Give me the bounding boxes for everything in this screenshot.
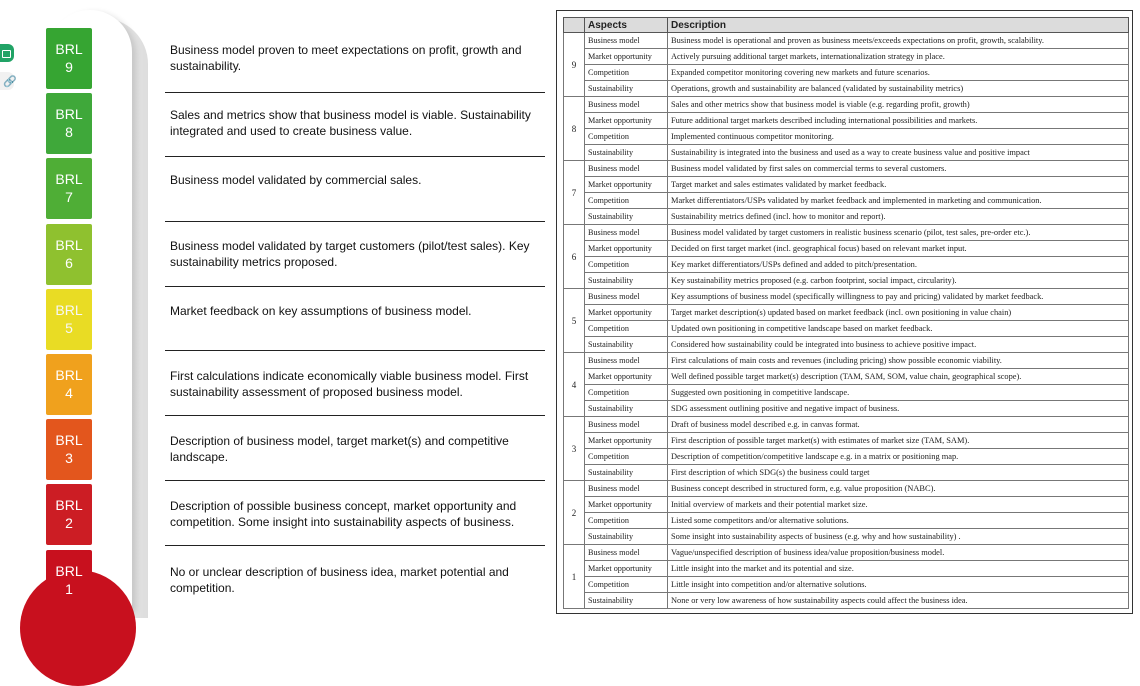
table-row	[564, 225, 1129, 241]
aspect-cell: Market opportunity	[585, 241, 668, 257]
summary-divider	[165, 545, 545, 546]
brl-label: BRL	[55, 41, 83, 57]
table-row	[564, 145, 1129, 161]
description-cell: Market differentiators/USPs validated by market feedback and implemented in marketing and communication.	[668, 193, 1129, 209]
level-cell: 2	[564, 481, 585, 545]
aspect-cell: Sustainability	[585, 529, 668, 545]
brl-level-1	[46, 550, 92, 611]
brl-number: 5	[65, 319, 73, 336]
table-row	[564, 289, 1129, 305]
description-cell: Business model validated by first sales on commercial terms to several customers.	[668, 161, 1129, 177]
description-cell: Little insight into competition and/or alternative solutions.	[668, 577, 1129, 593]
description-cell: Business model is operational and proven as business meets/exceeds expectations on profit, growth, scalability.	[668, 33, 1129, 49]
table-row	[564, 97, 1129, 113]
lock-icon[interactable]	[0, 44, 14, 62]
table-row	[564, 545, 1129, 561]
aspect-cell: Competition	[585, 513, 668, 529]
brl-level-6	[46, 224, 92, 285]
description-cell: Well defined possible target market(s) description (TAM, SAM, SOM, value chain, geographical scope).	[668, 369, 1129, 385]
table-row	[564, 369, 1129, 385]
aspect-cell: Business model	[585, 417, 668, 433]
brl-summary-9: Business model proven to meet expectations on profit, growth and sustainability.	[170, 43, 522, 73]
table-row	[564, 209, 1129, 225]
description-cell: Operations, growth and sustainability are balanced (validated by sustainability metrics)	[668, 81, 1129, 97]
brl-level-2	[46, 484, 92, 545]
brl-level-7	[46, 158, 92, 219]
brl-label: BRL	[55, 171, 83, 188]
aspect-cell: Market opportunity	[585, 497, 668, 513]
table-row	[564, 513, 1129, 529]
brl-level-9	[46, 28, 92, 89]
description-cell: First calculations of main costs and revenues (including pricing) show possible economic viability.	[668, 353, 1129, 369]
table-row	[564, 81, 1129, 97]
summary-divider	[165, 480, 545, 481]
level-cell: 6	[564, 225, 585, 289]
aspect-cell: Market opportunity	[585, 113, 668, 129]
brl-label: BRL	[55, 106, 83, 123]
brl-level-4	[46, 354, 92, 415]
table-row	[564, 417, 1129, 433]
brl-detail-table	[563, 17, 1129, 609]
level-cell: 4	[564, 353, 585, 417]
description-cell: Vague/unspecified description of business idea/value proposition/business model.	[668, 545, 1129, 561]
level-cell: 1	[564, 545, 585, 609]
description-cell: Description of competition/competitive landscape e.g. in a matrix or positioning map.	[668, 449, 1129, 465]
brl-level-5	[46, 289, 92, 350]
aspect-cell: Business model	[585, 289, 668, 305]
brl-summary-7: Business model validated by commercial sales.	[170, 173, 422, 188]
brl-label: BRL	[55, 497, 83, 514]
table-row	[564, 481, 1129, 497]
brl-number: 8	[65, 124, 73, 141]
brl-number: 2	[65, 515, 73, 532]
table-row	[564, 385, 1129, 401]
brl-summary-6: Business model validated by target customers (pilot/test sales). Key sustainability metrics proposed.	[170, 238, 530, 269]
aspect-cell: Competition	[585, 385, 668, 401]
header-aspects: Aspects	[585, 18, 668, 33]
description-cell: Key sustainability metrics proposed (e.g. carbon footprint, social impact, circularity).	[668, 273, 1129, 289]
table-row	[564, 593, 1129, 609]
description-cell: Considered how sustainability could be integrated into business to achieve positive impact.	[668, 337, 1129, 353]
description-cell: Implemented continuous competitor monitoring.	[668, 129, 1129, 145]
aspect-cell: Business model	[585, 97, 668, 113]
aspect-cell: Business model	[585, 545, 668, 561]
brl-label: BRL	[55, 301, 83, 318]
description-cell: Key market differentiators/USPs defined and added to pitch/presentation.	[668, 257, 1129, 273]
aspect-cell: Competition	[585, 449, 668, 465]
table-body	[564, 33, 1129, 609]
summary-divider	[165, 350, 545, 351]
summary-divider	[165, 415, 545, 416]
description-cell: Sustainability metrics defined (incl. how to monitor and report).	[668, 209, 1129, 225]
table-row	[564, 49, 1129, 65]
aspect-cell: Sustainability	[585, 209, 668, 225]
description-cell: Little insight into the market and its potential and size.	[668, 561, 1129, 577]
table-row	[564, 497, 1129, 513]
aspect-cell: Market opportunity	[585, 49, 668, 65]
table-row	[564, 529, 1129, 545]
description-cell: Target market and sales estimates validated by market feedback.	[668, 177, 1129, 193]
table-row	[564, 577, 1129, 593]
brl-level-8	[46, 93, 92, 154]
table-row	[564, 561, 1129, 577]
brl-summary-8: Sales and metrics show that business model is viable. Sustainability integrated and used to create business value.	[170, 108, 531, 139]
table-row	[564, 113, 1129, 129]
table-row	[564, 401, 1129, 417]
description-cell: Key assumptions of business model (specifically willingness to pay and pricing) validated by market feedback.	[668, 289, 1129, 305]
brl-number: 4	[65, 385, 73, 401]
table-row	[564, 161, 1129, 177]
table-row	[564, 337, 1129, 353]
description-cell: Initial overview of markets and their potential market size.	[668, 497, 1129, 513]
table-header-row	[564, 18, 1129, 33]
description-cell: Some insight into sustainability aspects of business (e.g. why and how sustainability) .	[668, 529, 1129, 545]
brl-summary-4: First calculations indicate economically viable business model. First sustainability assessment of proposed business model.	[170, 369, 529, 399]
description-cell: None or very low awareness of how sustainability aspects could affect the business idea.	[668, 593, 1129, 609]
brl-number: 3	[65, 450, 73, 467]
brl-label: BRL	[55, 367, 83, 383]
aspect-cell: Sustainability	[585, 273, 668, 289]
table-row	[564, 449, 1129, 465]
level-cell: 9	[564, 33, 585, 97]
description-cell: Sustainability is integrated into the business and used as a way to create business value and positive impact	[668, 145, 1129, 161]
description-cell: Future additional target markets described including international possibilities and markets.	[668, 113, 1129, 129]
table-row	[564, 193, 1129, 209]
aspect-cell: Business model	[585, 481, 668, 497]
description-cell: Listed some competitors and/or alternative solutions.	[668, 513, 1129, 529]
level-cell: 7	[564, 161, 585, 225]
side-toolbar	[0, 40, 16, 94]
description-cell: Business model validated by target customers in realistic business scenario (pilot, test sales, pre-order etc.).	[668, 225, 1129, 241]
description-cell: Sales and other metrics show that business model is viable (e.g. regarding profit, growth)	[668, 97, 1129, 113]
table-row	[564, 257, 1129, 273]
description-cell: First description of possible target market(s) with estimates of market size (TAM, SAM).	[668, 433, 1129, 449]
aspect-cell: Competition	[585, 65, 668, 81]
table-row	[564, 241, 1129, 257]
aspect-cell: Competition	[585, 321, 668, 337]
aspect-cell: Sustainability	[585, 81, 668, 97]
aspect-cell: Sustainability	[585, 593, 668, 609]
summary-divider	[165, 221, 545, 222]
aspect-cell: Competition	[585, 577, 668, 593]
description-cell: Actively pursuing additional target markets, internationalization strategy in place.	[668, 49, 1129, 65]
level-cell: 3	[564, 417, 585, 481]
table-row	[564, 273, 1129, 289]
table-row	[564, 65, 1129, 81]
aspect-cell: Market opportunity	[585, 177, 668, 193]
brl-summary-2: Description of possible business concept, market opportunity and competition. Some insight into sustainability aspects of business.	[170, 499, 517, 530]
header-description: Description	[668, 18, 1129, 33]
aspect-cell: Market opportunity	[585, 433, 668, 449]
brl-summary-5: Market feedback on key assumptions of business model.	[170, 303, 472, 318]
aspect-cell: Competition	[585, 257, 668, 273]
table-row	[564, 305, 1129, 321]
aspect-cell: Business model	[585, 225, 668, 241]
aspect-cell: Sustainability	[585, 465, 668, 481]
table-row	[564, 465, 1129, 481]
level-cell: 8	[564, 97, 585, 161]
aspect-cell: Sustainability	[585, 401, 668, 417]
brl-level-3	[46, 419, 92, 480]
description-cell: Suggested own positioning in competitive landscape.	[668, 385, 1129, 401]
description-cell: Decided on first target market (incl. geographical focus) based on relevant market input.	[668, 241, 1129, 257]
aspect-cell: Sustainability	[585, 337, 668, 353]
aspect-cell: Competition	[585, 193, 668, 209]
description-cell: First description of which SDG(s) the business could target	[668, 465, 1129, 481]
aspect-cell: Business model	[585, 161, 668, 177]
table-row	[564, 33, 1129, 49]
description-cell: Expanded competitor monitoring covering new markets and future scenarios.	[668, 65, 1129, 81]
brl-number: 9	[65, 59, 73, 75]
aspect-cell: Competition	[585, 129, 668, 145]
aspect-cell: Sustainability	[585, 145, 668, 161]
level-cell: 5	[564, 289, 585, 353]
description-cell: Business concept described in structured form, e.g. value proposition (NABC).	[668, 481, 1129, 497]
link-icon[interactable]: 🔗	[0, 72, 14, 90]
table-row	[564, 177, 1129, 193]
brl-number: 6	[65, 254, 73, 271]
brl-label: BRL	[55, 432, 83, 449]
aspect-cell: Business model	[585, 353, 668, 369]
brl-detail-table-panel	[556, 10, 1133, 614]
aspect-cell: Market opportunity	[585, 369, 668, 385]
header-level	[564, 18, 585, 33]
brl-number: 7	[65, 189, 73, 206]
aspect-cell: Business model	[585, 33, 668, 49]
brl-summary-1: No or unclear description of business idea, market potential and competition.	[170, 564, 509, 595]
brl-number: 1	[65, 580, 73, 597]
description-cell: Target market description(s) updated based on market feedback (incl. own positioning in value chain)	[668, 305, 1129, 321]
description-cell: Draft of business model described e.g. in canvas format.	[668, 417, 1129, 433]
table-row	[564, 129, 1129, 145]
aspect-cell: Market opportunity	[585, 561, 668, 577]
brl-summary-3: Description of business model, target market(s) and competitive landscape.	[170, 434, 509, 465]
table-row	[564, 433, 1129, 449]
description-cell: SDG assessment outlining positive and negative impact of business.	[668, 401, 1129, 417]
table-row	[564, 321, 1129, 337]
brl-label: BRL	[55, 562, 83, 579]
table-row	[564, 353, 1129, 369]
aspect-cell: Market opportunity	[585, 305, 668, 321]
brl-label: BRL	[55, 236, 83, 253]
summary-divider	[165, 92, 545, 93]
summary-divider	[165, 286, 545, 287]
description-cell: Updated own positioning in competitive landscape based on market feedback.	[668, 321, 1129, 337]
summary-divider	[165, 156, 545, 157]
